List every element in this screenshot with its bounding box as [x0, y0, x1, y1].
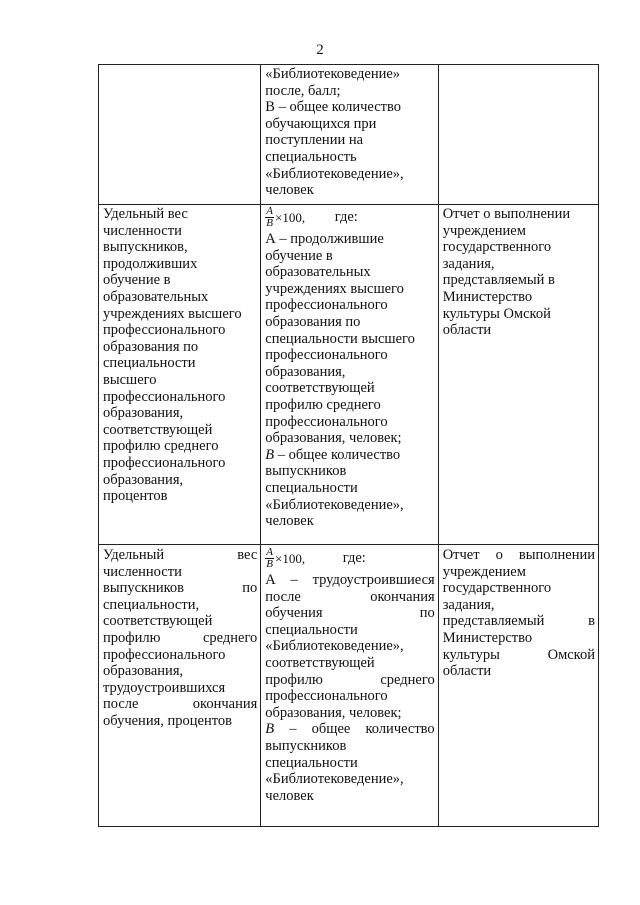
word: трудоустроившиеся: [312, 572, 435, 588]
text-line: [265, 447, 434, 464]
text-line: профессионального: [103, 454, 226, 471]
text-line: процентов: [103, 488, 168, 505]
word: культуры: [442, 646, 500, 663]
word: представляемый: [442, 613, 545, 630]
word: количество: [365, 721, 435, 738]
text-line: человек: [265, 787, 314, 804]
text-line: В – общее количество: [265, 99, 401, 116]
source-cell: [438, 65, 598, 205]
text-line: выпускников,: [103, 239, 188, 256]
text-line: образовательных: [265, 264, 371, 281]
text-line: образования по: [265, 313, 361, 330]
word: окончания: [192, 696, 258, 713]
text-line: [443, 613, 595, 630]
fraction: [265, 206, 274, 229]
formula-multiplier: ×100,: [275, 551, 306, 566]
text-line: выпускников: [265, 737, 347, 754]
text-line: учреждениях высшего: [265, 280, 404, 297]
word: выпускников: [103, 580, 185, 597]
word: по: [242, 580, 258, 597]
text-line: образования,: [265, 363, 346, 380]
text-line: специальности высшего: [265, 330, 415, 347]
word: среднего: [202, 629, 258, 646]
text-line: А – продолжившие: [265, 231, 384, 247]
source-cell: [438, 205, 598, 545]
text-line: [265, 605, 434, 622]
word: в: [588, 613, 595, 630]
text-line: «Библиотековедение»,: [265, 496, 404, 513]
text-line: [443, 547, 595, 564]
table-row: [99, 65, 599, 205]
text-line: образовательных: [103, 288, 209, 305]
text-line: поступлении на: [265, 132, 364, 149]
fraction: [265, 547, 274, 570]
word: по: [419, 605, 435, 622]
text-line: Удельный вес: [103, 206, 188, 222]
indicators-table: [98, 64, 599, 827]
text-line: «Библиотековедение»,: [265, 165, 404, 182]
word: после: [265, 588, 301, 605]
variable-b: B: [265, 446, 275, 463]
text-line: соответствующей: [103, 421, 213, 438]
text-line: профессионального: [103, 646, 226, 663]
table-row: [99, 545, 599, 827]
text-line: Министерство: [442, 288, 533, 305]
formula-cell: [261, 65, 438, 205]
word: профилю: [103, 629, 161, 646]
text-line: культуры Омской: [442, 305, 551, 322]
text-line: специальность: [265, 148, 357, 165]
formula-expression: [265, 547, 305, 570]
text-line: образования, человек;: [265, 704, 402, 721]
text-line: специальности,: [103, 596, 200, 613]
word: среднего: [380, 671, 435, 688]
formula: [265, 547, 434, 572]
text-line: трудоустроившихся: [103, 679, 226, 696]
fraction-denominator: B: [266, 558, 274, 570]
text-line: обучение в: [103, 272, 171, 289]
indicator-name-cell: [99, 545, 261, 827]
page-number: 2: [316, 42, 324, 58]
text-line: представляемый в: [442, 272, 555, 289]
text-line: специальности: [103, 355, 196, 372]
variable-b-definition: – общее количество: [274, 446, 401, 463]
text-line: [265, 672, 434, 689]
text-line: продолживших: [103, 255, 198, 272]
text-line: профессионального: [103, 388, 226, 405]
text-line: высшего: [103, 371, 157, 388]
word: вес: [237, 547, 258, 563]
indicator-name-cell: [99, 205, 261, 545]
text-line: «Библиотековедение»,: [265, 638, 404, 655]
text-line: обучения, процентов: [103, 712, 232, 729]
text-line: соответствующей: [265, 380, 375, 397]
word: Омской: [547, 646, 595, 663]
text-line: государственного: [442, 580, 552, 597]
text-line: образования,: [103, 405, 184, 422]
text-line: профессионального: [265, 297, 388, 314]
text-line: профилю среднего: [103, 438, 219, 455]
indicator-name-cell: [99, 65, 261, 205]
text-line: задания,: [442, 255, 495, 272]
formula-cell: [261, 205, 438, 545]
text-line: специальности: [265, 621, 358, 638]
text-line: образования, человек;: [265, 430, 402, 447]
text-line: «Библиотековедение»: [265, 66, 401, 82]
text-line: численности: [103, 222, 182, 239]
text-line: «Библиотековедение»,: [265, 771, 404, 788]
text-line: области: [442, 322, 492, 339]
formula-where-label: где:: [342, 549, 366, 566]
formula-multiplier: ×100,: [275, 210, 306, 225]
text-line: государственного: [442, 239, 552, 256]
formula-where-label: где:: [334, 208, 358, 225]
text-line: специальности: [265, 754, 358, 771]
text-line: обучение в: [265, 247, 333, 264]
word: –: [289, 721, 297, 738]
text-line: профессионального: [265, 347, 388, 364]
text-line: обучающихся при: [265, 115, 377, 132]
text-line: специальности: [265, 479, 358, 496]
word: Отчет: [442, 547, 480, 563]
fraction-numerator: A: [266, 546, 274, 558]
text-line: [265, 589, 434, 606]
text-line: численности: [103, 563, 182, 580]
text-line: [265, 721, 434, 738]
text-line: образования,: [103, 663, 184, 680]
formula-expression: [265, 206, 305, 229]
word: Удельный: [103, 547, 165, 563]
table-row: [99, 205, 599, 545]
text-line: [103, 630, 257, 647]
text-line: соответствующей: [103, 613, 213, 630]
word: общее: [311, 721, 351, 738]
word: о: [495, 547, 503, 563]
text-line: [443, 647, 595, 664]
text-line: профессионального: [265, 688, 388, 705]
word: окончания: [370, 588, 435, 605]
text-line: профессионального: [265, 413, 388, 430]
text-line: области: [442, 663, 492, 680]
text-line: учреждением: [442, 222, 526, 239]
text-line: учреждением: [442, 563, 526, 580]
word: после: [103, 696, 139, 713]
text-line: Министерство: [442, 629, 533, 646]
text-line: [103, 696, 257, 713]
source-cell: [438, 545, 598, 827]
text-line: соответствующей: [265, 654, 375, 671]
fraction-denominator: B: [266, 217, 274, 229]
word: обучения: [265, 605, 323, 622]
text-line: человек: [265, 513, 314, 530]
text-line: Отчет о выполнении: [442, 206, 571, 222]
formula: [265, 206, 434, 231]
text-line: образования по: [103, 338, 199, 355]
text-line: задания,: [442, 596, 495, 613]
text-line: профилю среднего: [265, 396, 381, 413]
word: –: [290, 572, 298, 588]
text-line: выпускников: [265, 463, 347, 480]
text-line: образования,: [103, 471, 184, 488]
formula-cell: [261, 545, 438, 827]
text-line: профессионального: [103, 322, 226, 339]
text-line: учреждениях высшего: [103, 305, 242, 322]
text-line: [103, 547, 257, 564]
word: выполнении: [518, 547, 595, 563]
word: А: [265, 572, 276, 588]
text-line: после, балл;: [265, 82, 341, 99]
variable-b: B: [265, 721, 275, 738]
text-line: человек: [265, 182, 314, 199]
text-line: [265, 572, 434, 589]
fraction-numerator: A: [266, 205, 274, 217]
text-line: [103, 580, 257, 597]
word: профилю: [265, 671, 323, 688]
